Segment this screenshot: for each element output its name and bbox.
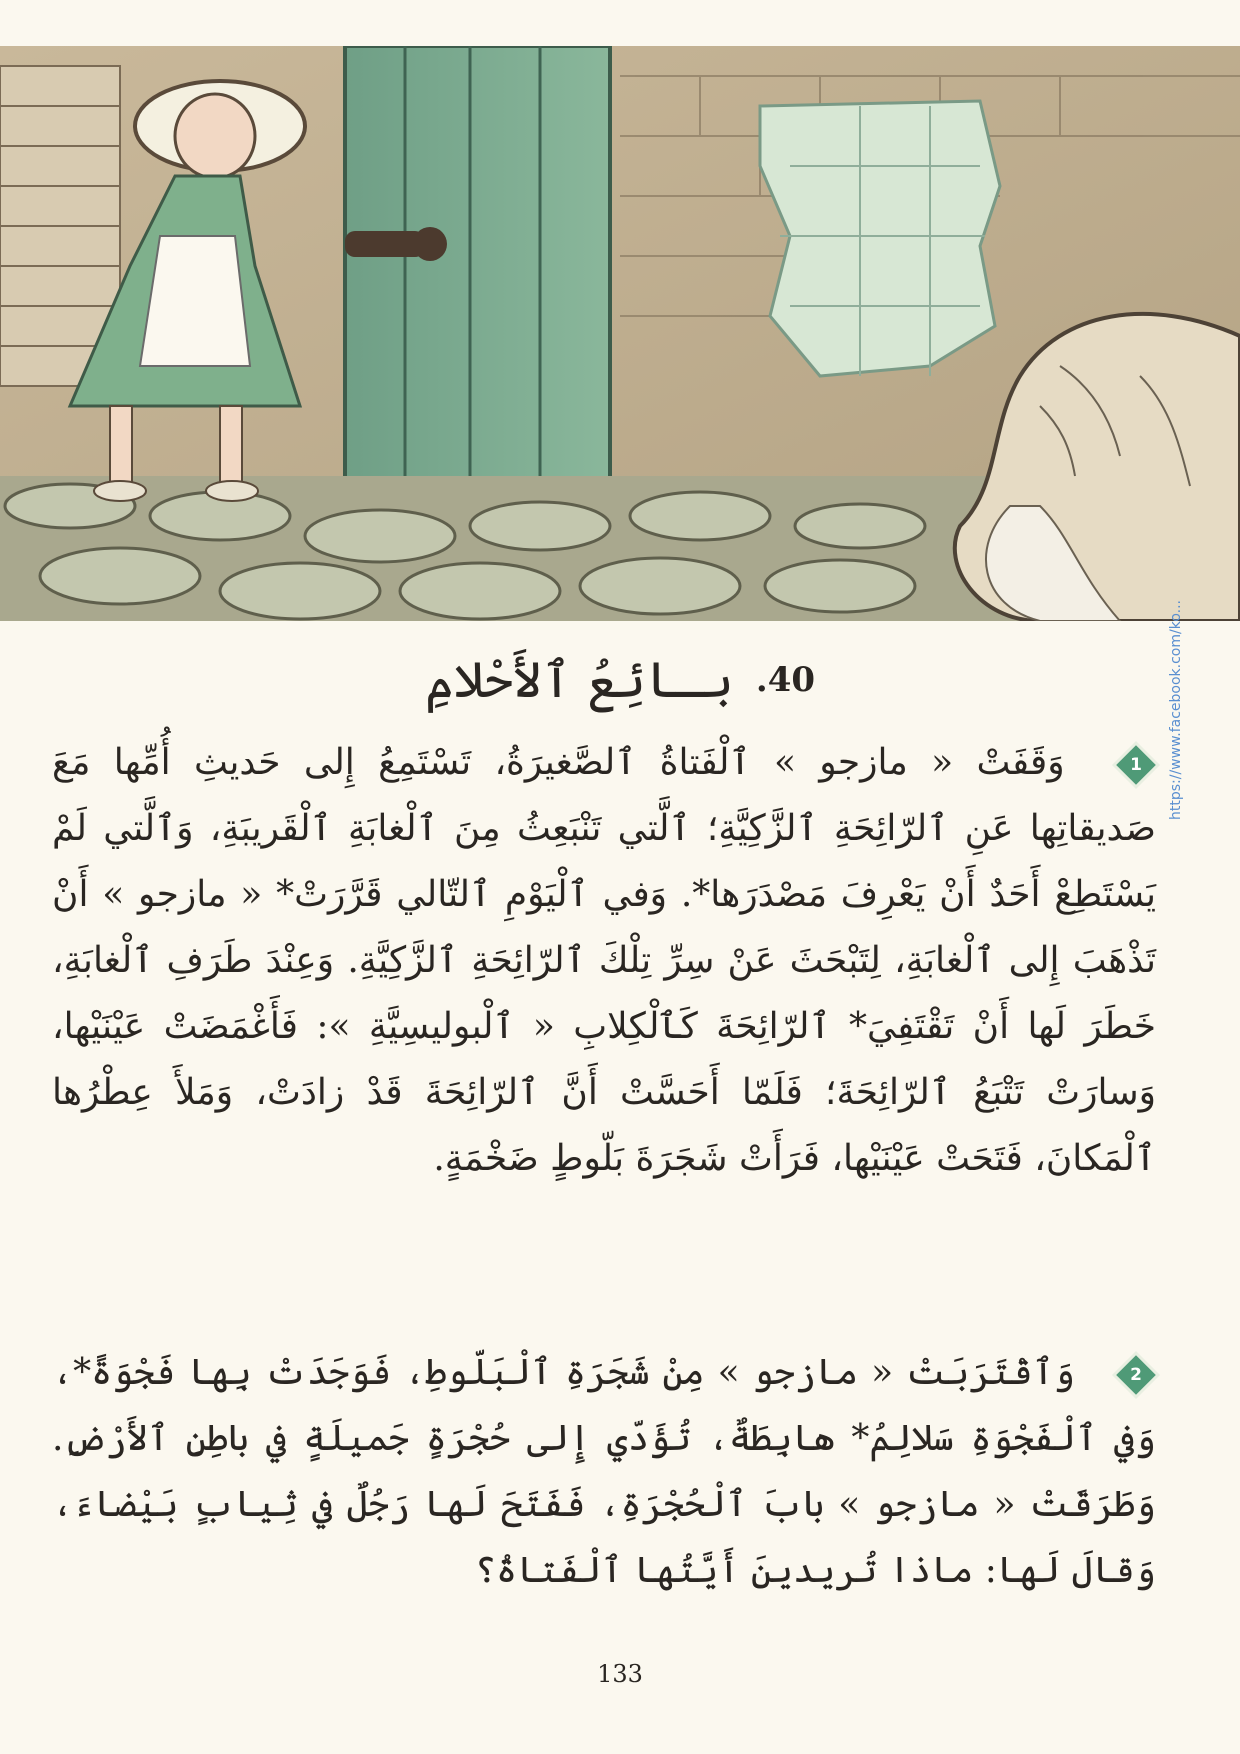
story-illustration <box>0 46 1240 621</box>
page-number: 133 <box>597 1660 643 1688</box>
paragraph-1 <box>52 730 1156 1192</box>
marker-number: 1 <box>1130 755 1142 775</box>
paragraph-marker-2 <box>1116 1355 1156 1395</box>
lesson-number: 40. <box>755 660 816 700</box>
paragraph-marker-1 <box>1116 745 1156 785</box>
facebook-url-watermark: https://www.facebook.com/ko... <box>1168 600 1184 820</box>
paragraph-2 <box>52 1340 1156 1604</box>
paragraph-text: وَٱقْتَرَبَتْ « مازجو » مِنْ شَجَرَةِ ٱلْبَلّوطِ، فَوَجَدَتْ بِها فَجْوَةً*، وَفي ٱلْفَجْوَةِ سَلالِمُ* هابِطَةٌ، تُؤَدّي إِلى حُجْرَةٍ جَميلَةٍ في باطِنِ ٱلأَرْضِ. وَطَرَقَتْ « مازجو » بابَ ٱلْحُجْرَةِ، فَفَتَحَ لَها رَجُلٌ في ثِيابٍ بَيْضاءَ، وَقالَ لَها: ماذا تُريدينَ أَيَّتُها ٱلْفَتاةُ؟ <box>52 1352 1156 1591</box>
paragraph-text: وَقَفَتْ « مازجو » ٱلْفَتاةُ ٱلصَّغيرَةُ، تَسْتَمِعُ إِلى حَديثِ أُمِّها مَعَ صَديقاتِها عَنِ ٱلرّائِحَةِ ٱلزَّكِيَّةِ؛ ٱلَّتي تَنْبَعِثُ مِنَ ٱلْغابَةِ ٱلْقَريبَةِ، وَٱلَّتي لَمْ يَسْتَطِعْ أَحَدٌ أَنْ يَعْرِفَ مَصْدَرَها*. وَفي ٱلْيَوْمِ ٱلتّالي قَرَّرَتْ* « مازجو » أَنْ تَذْهَبَ إِلى ٱلْغابَةِ، لِتَبْحَثَ عَنْ سِرِّ تِلْكَ ٱلرّائِحَةِ ٱلزَّكِيَّةِ. وَعِنْدَ طَرَفِ ٱلْغابَةِ، خَطَرَ لَها أَنْ تَقْتَفِيَ* ٱلرّائِحَةَ كَٱلْكِلابِ « ٱلْبوليسِيَّةِ »: فَأَغْمَضَتْ عَيْنَيْها، وَسارَتْ تَتْبَعُ ٱلرّائِحَةَ؛ فَلَمّا أَحَسَّتْ أَنَّ ٱلرّائِحَةَ قَدْ زادَتْ، وَمَلأَ عِطْرُها ٱلْمَكانَ، فَتَحَتْ عَيْنَيْها، فَرَأَتْ شَجَرَةَ بَلّوطٍ ضَخْمَةٍ. <box>52 742 1156 1179</box>
illustration-drawing <box>0 46 1240 621</box>
marker-number: 2 <box>1130 1365 1142 1385</box>
lesson-heading <box>360 640 880 720</box>
lesson-title: بـائِعُ ٱلأَحْلامِ <box>424 651 734 709</box>
